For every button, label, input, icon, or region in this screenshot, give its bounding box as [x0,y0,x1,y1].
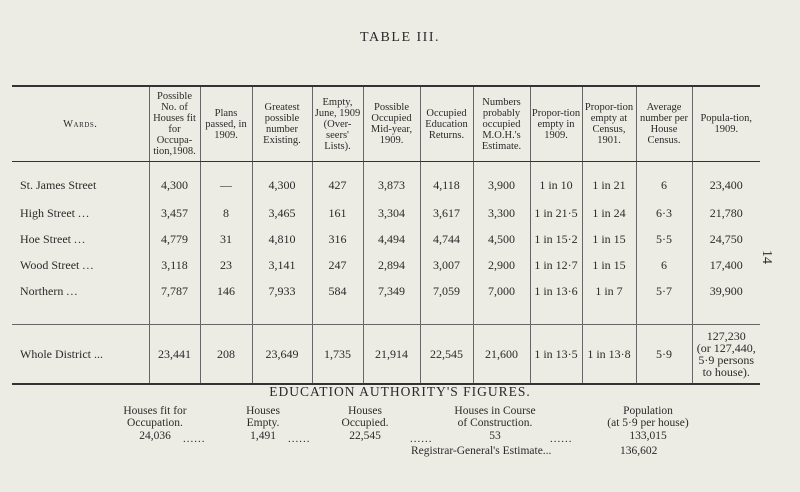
table-cell: 23,400 [692,162,760,201]
table-cell: 5·5 [636,226,692,252]
table-cell: 6·3 [636,200,692,226]
table-cell: 3,007 [420,252,473,278]
table-cell: 5·9 [636,325,692,385]
table-cell: 6 [636,252,692,278]
table-cell: 5·7 [636,278,692,304]
table-cell: 316 [312,226,363,252]
table-cell: 17,400 [692,252,760,278]
edu-value: 24,036 [139,430,171,442]
table-title: TABLE III. [360,30,440,45]
table-cell: 7,059 [420,278,473,304]
education-title: EDUCATION AUTHORITY'S FIGURES. [269,384,531,399]
table-cell: 4,744 [420,226,473,252]
edu-value: 22,545 [349,430,381,442]
housing-table [12,85,760,385]
table-cell: — [200,162,252,201]
edu-col-occupied: Houses Occupied. 22,545 [325,405,405,442]
table-cell: 3,118 [149,252,200,278]
col-header-average-per-house: Average number per House Census. [636,86,692,162]
table-row [12,200,760,226]
table-cell: 24,750 [692,226,760,252]
table-cell: 3,465 [252,200,312,226]
table-cell: 2,894 [363,252,420,278]
table-cell: 1 in 24 [582,200,636,226]
table-cell: 4,300 [149,162,200,201]
table-cell: 4,810 [252,226,312,252]
table-cell: 4,118 [420,162,473,201]
edu-col-empty: Houses Empty. 1,491 [228,405,298,442]
table-cell: 21,780 [692,200,760,226]
leader-dots: ...... [183,433,206,445]
table-cell: 1 in 15·2 [530,226,582,252]
ward-name: St. James Street [20,177,97,192]
table-cell: 2,900 [473,252,530,278]
col-header-possible-houses: Possible No. of Houses fit for Occupa-tion,1908. [149,86,200,162]
table-cell: 3,304 [363,200,420,226]
ward-name: Northern ... [20,283,79,298]
page-number: 14 [759,250,774,264]
population-line: 5·9 persons [698,353,755,367]
table-cell: 3,141 [252,252,312,278]
table-cell: 1 in 7 [582,278,636,304]
total-population [692,325,760,385]
table-cell: 3,300 [473,200,530,226]
table-cell: 1 in 13·8 [582,325,636,385]
leader-dots: ...... [410,433,433,445]
table-cell: 4,494 [363,226,420,252]
col-header-proportion-1909: Propor-tion empty in 1909. [530,86,582,162]
ward-name: High Street ... [20,205,90,220]
table-cell: 1 in 13·6 [530,278,582,304]
table-cell: 1,735 [312,325,363,385]
table-cell: 23 [200,252,252,278]
table-cell: 4,300 [252,162,312,201]
table-cell: 4,779 [149,226,200,252]
edu-value: 1,491 [250,430,276,442]
table-cell: 1 in 21·5 [530,200,582,226]
edu-col-construction: Houses in Course of Construction. 53 [440,405,550,442]
table-cell: 3,900 [473,162,530,201]
table-cell: 247 [312,252,363,278]
table-cell: 6 [636,162,692,201]
population-line: (or 127,440, [696,341,756,355]
population-line: to house). [702,365,750,379]
table-row [12,162,760,201]
table-cell: 1 in 15 [582,226,636,252]
table-cell: 23,649 [252,325,312,385]
col-header-population: Popula-tion, 1909. [692,86,760,162]
table-cell: 1 in 15 [582,252,636,278]
table-cell: 3,873 [363,162,420,201]
table-cell: 146 [200,278,252,304]
col-header-wards: Wards. [12,86,149,162]
table-cell: 21,914 [363,325,420,385]
leader-dots: ...... [288,433,311,445]
spacer-row [12,304,760,325]
population-line: 127,230 [706,329,746,343]
registrar-label: Registrar-General's Estimate... [411,445,552,457]
col-header-moh-estimate: Numbers probably occupied M.O.H.'s Estimate. [473,86,530,162]
table-row [12,226,760,252]
table-row [12,252,760,278]
table-cell: 7,933 [252,278,312,304]
edu-value: 133,015 [629,430,667,442]
ward-name: Hoe Street ... [20,231,86,246]
table-cell: 1 in 10 [530,162,582,201]
col-header-possible-occupied: Possible Occupied Mid-year, 1909. [363,86,420,162]
table-cell: 7,000 [473,278,530,304]
table-cell: 3,617 [420,200,473,226]
table-cell: 1 in 13·5 [530,325,582,385]
col-header-plans-passed: Plans passed, in 1909. [200,86,252,162]
col-header-education-returns: Occupied Education Returns. [420,86,473,162]
total-row [12,325,760,385]
col-header-empty: Empty, June, 1909 (Over-seers' Lists). [312,86,363,162]
table-cell: 208 [200,325,252,385]
col-header-proportion-1901: Propor-tion empty at Census, 1901. [582,86,636,162]
table-cell: 22,545 [420,325,473,385]
registrar-value: 136,602 [620,445,658,457]
table-cell: 161 [312,200,363,226]
edu-col-population: Population (at 5·9 per house) 133,015 [588,405,708,442]
table-cell: 1 in 12·7 [530,252,582,278]
table-cell: 21,600 [473,325,530,385]
table-cell: 584 [312,278,363,304]
table-row [12,278,760,304]
table-cell: 31 [200,226,252,252]
ward-name: Wood Street ... [20,257,95,272]
total-label: Whole District ... [12,325,149,385]
leader-dots: ...... [550,433,573,445]
table-cell: 427 [312,162,363,201]
table-cell: 23,441 [149,325,200,385]
table-cell: 7,787 [149,278,200,304]
table-cell: 7,349 [363,278,420,304]
col-header-greatest-existing: Greatest possible number Existing. [252,86,312,162]
table-cell: 8 [200,200,252,226]
edu-value: 53 [489,430,501,442]
table-cell: 1 in 21 [582,162,636,201]
table-cell: 39,900 [692,278,760,304]
table-cell: 4,500 [473,226,530,252]
edu-col-fit: Houses fit for Occupation. 24,036 [100,405,210,442]
table-header-row [12,86,760,162]
table-cell: 3,457 [149,200,200,226]
